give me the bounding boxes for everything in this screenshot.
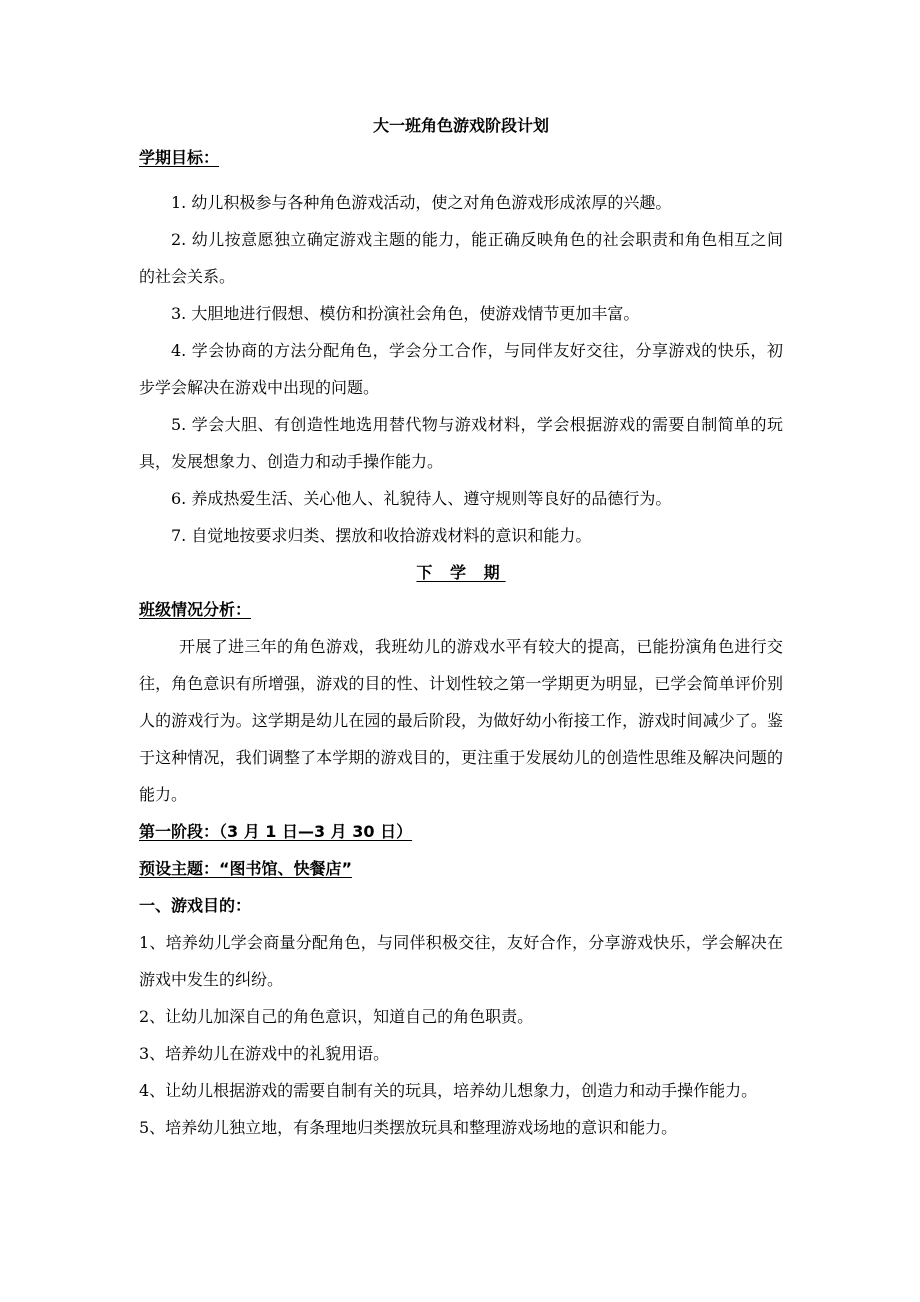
analysis-paragraph: 开展了进三年的角色游戏，我班幼儿的游戏水平有较大的提高，已能扮演角色进行交往，角色意识有所增强，游戏的目的性、计划性较之第一学期更为明显，已学会简单评价别人的游戏行为。这学期是幼儿在园的最后阶段，为做好幼小衔接工作，游戏时间减少了。鉴于这种情况，我们调整了本学期的游戏目的，更注重于发展幼儿的创造性思维及解决问题的能力。 xyxy=(139,637,783,804)
document-title: 大一班角色游戏阶段计划 xyxy=(372,116,549,135)
analysis-heading-text: 班级情况分析： xyxy=(139,600,252,619)
goal-item-2: 2. 幼儿按意愿独立确定游戏主题的能力，能正确反映角色的社会职责和角色相互之间的社会关系。 xyxy=(139,230,783,286)
theme-heading-text: 预设主题：“图书馆、快餐店” xyxy=(139,859,353,878)
purpose-item-4: 4、让幼儿根据游戏的需要自制有关的玩具，培养幼儿想象力，创造力和动手操作能力。 xyxy=(139,1081,758,1100)
semester-heading xyxy=(139,554,783,591)
goal-item-1: 1. 幼儿积极参与各种角色游戏活动，使之对角色游戏形成浓厚的兴趣。 xyxy=(171,193,672,212)
analysis-heading xyxy=(139,591,783,628)
goal-item-5: 5. 学会大胆、有创造性地选用替代物与游戏材料，学会根据游戏的需要自制简单的玩具，发展想象力、创造力和动手操作能力。 xyxy=(139,415,783,471)
goal-item-7: 7. 自觉地按要求归类、摆放和收拾游戏材料的意识和能力。 xyxy=(171,526,592,545)
stage-heading xyxy=(139,813,783,850)
purpose-item-1: 1、培养幼儿学会商量分配角色，与同伴积极交往，友好合作，分享游戏快乐，学会解决在游戏中发生的纠纷。 xyxy=(139,933,783,989)
goal-item-6: 6. 养成热爱生活、关心他人、礼貌待人、遵守规则等良好的品德行为。 xyxy=(171,489,672,508)
stage-heading-text: 第一阶段：（3 月 1 日—3 月 30 日） xyxy=(139,822,413,841)
purpose-item-5: 5、培养幼儿独立地，有条理地归类摆放玩具和整理游戏场地的意识和能力。 xyxy=(139,1118,678,1137)
purpose-item-3: 3、培养幼儿在游戏中的礼貌用语。 xyxy=(139,1044,390,1063)
document-page xyxy=(139,114,783,1146)
purpose-item-2: 2、让幼儿加深自己的角色意识，知道自己的角色职责。 xyxy=(139,1007,534,1026)
theme-heading xyxy=(139,850,783,887)
purpose-heading: 一、游戏目的： xyxy=(139,896,252,915)
goals-heading xyxy=(139,146,783,170)
goals-heading-text: 学期目标： xyxy=(139,148,220,167)
semester-heading-text: 下 学 期 xyxy=(416,563,506,582)
goal-item-4: 4. 学会协商的方法分配角色，学会分工合作，与同伴友好交往，分享游戏的快乐，初步学会解决在游戏中出现的问题。 xyxy=(139,341,783,397)
goal-item-3: 3. 大胆地进行假想、模仿和扮演社会角色，使游戏情节更加丰富。 xyxy=(171,304,640,323)
